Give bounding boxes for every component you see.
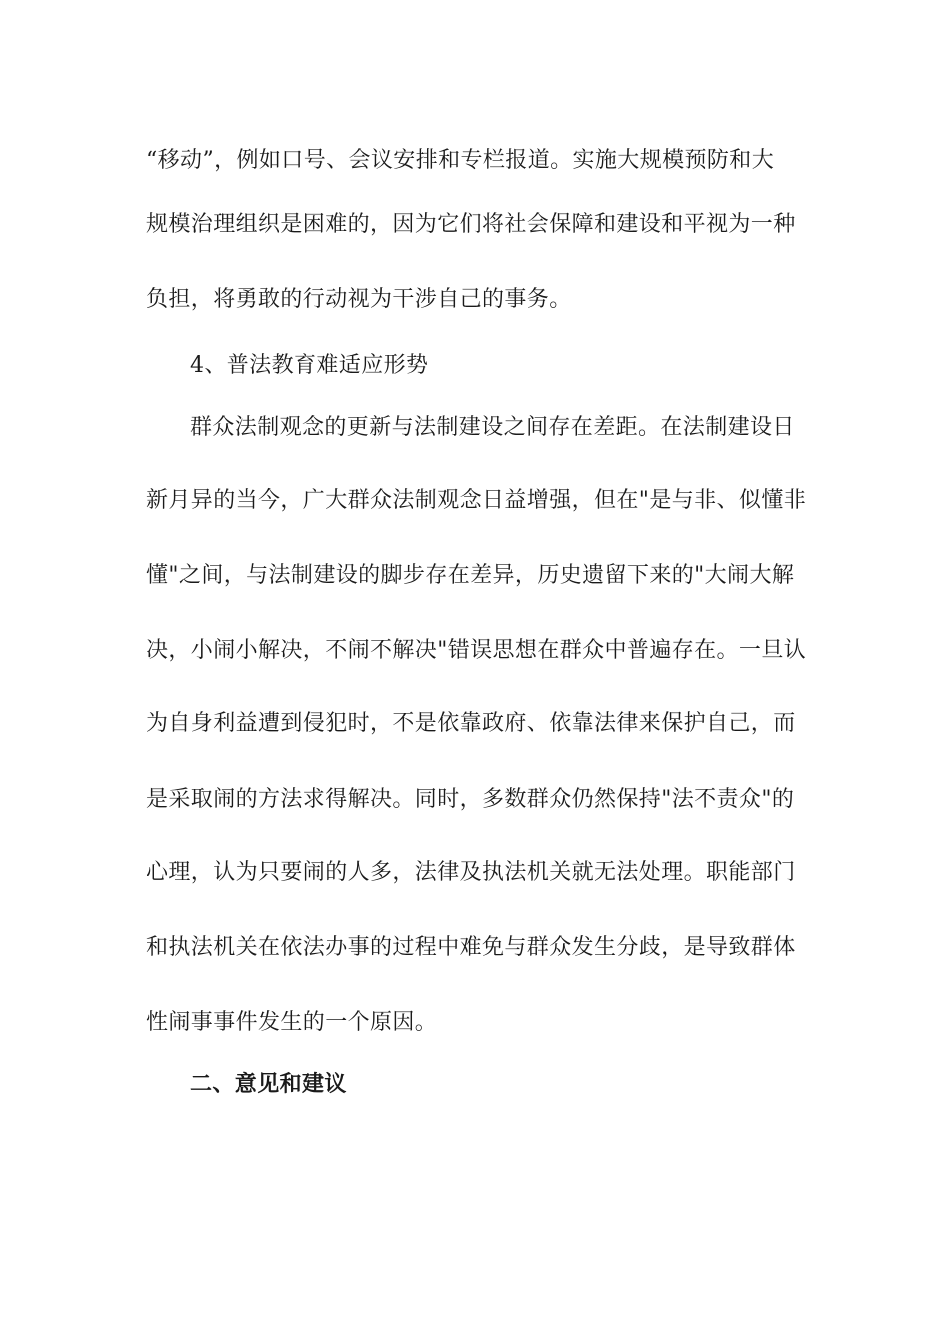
paragraph-2-line-9: 性闹事事件发生的一个原因。	[146, 1010, 438, 1035]
paragraph-2-line-8: 和执法机关在依法办事的过程中难免与群众发生分歧，是导致群体	[146, 935, 796, 960]
paragraph-1-line-1: “移动”，例如口号、会议安排和专栏报道。实施大规模预防和大	[146, 148, 775, 173]
paragraph-2-line-2: 新月异的当今，广大群众法制观念日益增强，但在"是与非、似懂非	[146, 488, 807, 513]
section-heading: 二、意见和建议	[190, 1072, 347, 1097]
paragraph-1-line-2: 规模治理组织是困难的，因为它们将社会保障和建设和平视为一种	[146, 212, 796, 237]
paragraph-2-line-3: 懂"之间，与法制建设的脚步存在差异，历史遗留下来的"大闹大解	[146, 563, 795, 588]
paragraph-1-line-3: 负担，将勇敢的行动视为干涉自己的事务。	[146, 287, 572, 312]
paragraph-2-line-6: 是采取闹的方法求得解决。同时，多数群众仍然保持"法不责众"的	[146, 787, 795, 812]
paragraph-2-line-1: 群众法制观念的更新与法制建设之间存在差距。在法制建设日	[190, 415, 795, 440]
paragraph-2-line-5: 为自身利益遭到侵犯时，不是依靠政府、依靠法律来保护自己，而	[146, 711, 796, 736]
subheading-4: 4、普法教育难适应形势	[190, 353, 429, 378]
paragraph-2-line-7: 心理，认为只要闹的人多，法律及执法机关就无法处理。职能部门	[146, 860, 796, 885]
paragraph-2-line-4: 决，小闹小解决，不闹不解决"错误思想在群众中普遍存在。一旦认	[146, 638, 807, 663]
